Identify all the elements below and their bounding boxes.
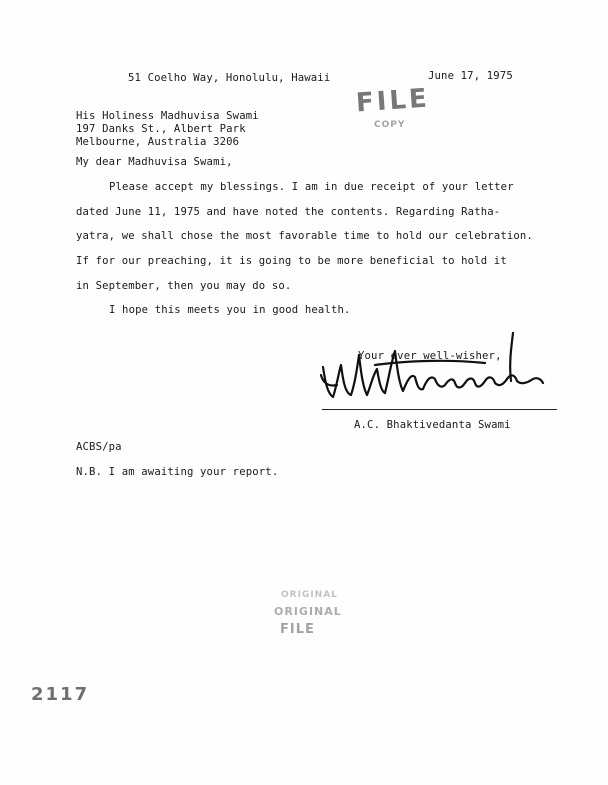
recipient-line: Melbourne, Australia 3206	[76, 136, 240, 148]
signature	[315, 325, 550, 415]
file-stamp-sub: COPY	[374, 120, 406, 130]
return-address: 51 Coelho Way, Honolulu, Hawaii	[128, 72, 331, 84]
recipient-line: 197 Danks St., Albert Park	[76, 123, 246, 135]
letter-date: June 17, 1975	[428, 70, 513, 82]
signature-name: A.C. Bhaktivedanta Swami	[354, 419, 511, 431]
closing: Your ever well-wisher,	[358, 350, 502, 362]
recipient-line: His Holiness Madhuvisa Swami	[76, 110, 259, 122]
signature-line	[322, 409, 557, 410]
body-line: If for our preaching, it is going to be more beneficial to hold it	[76, 255, 507, 267]
body-line: I hope this meets you in good health.	[109, 304, 351, 316]
body-line: Please accept my blessings. I am in due receipt of your letter	[109, 181, 514, 193]
file-stamp: FILE	[355, 83, 431, 119]
body-line: dated June 11, 1975 and have noted the contents. Regarding Ratha-	[76, 206, 501, 218]
body-line: in September, then you may do so.	[76, 280, 292, 292]
archive-number: 2117	[31, 684, 90, 705]
body-line: yatra, we shall chose the most favorable time to hold our celebration.	[76, 230, 533, 242]
original-stamp: ORIGINAL	[281, 590, 338, 600]
original-stamp: FILE	[280, 622, 315, 637]
original-stamp: ORIGINAL	[274, 605, 342, 618]
postscript: N.B. I am awaiting your report.	[76, 466, 279, 478]
salutation: My dear Madhuvisa Swami,	[76, 156, 233, 168]
initials: ACBS/pa	[76, 441, 122, 453]
